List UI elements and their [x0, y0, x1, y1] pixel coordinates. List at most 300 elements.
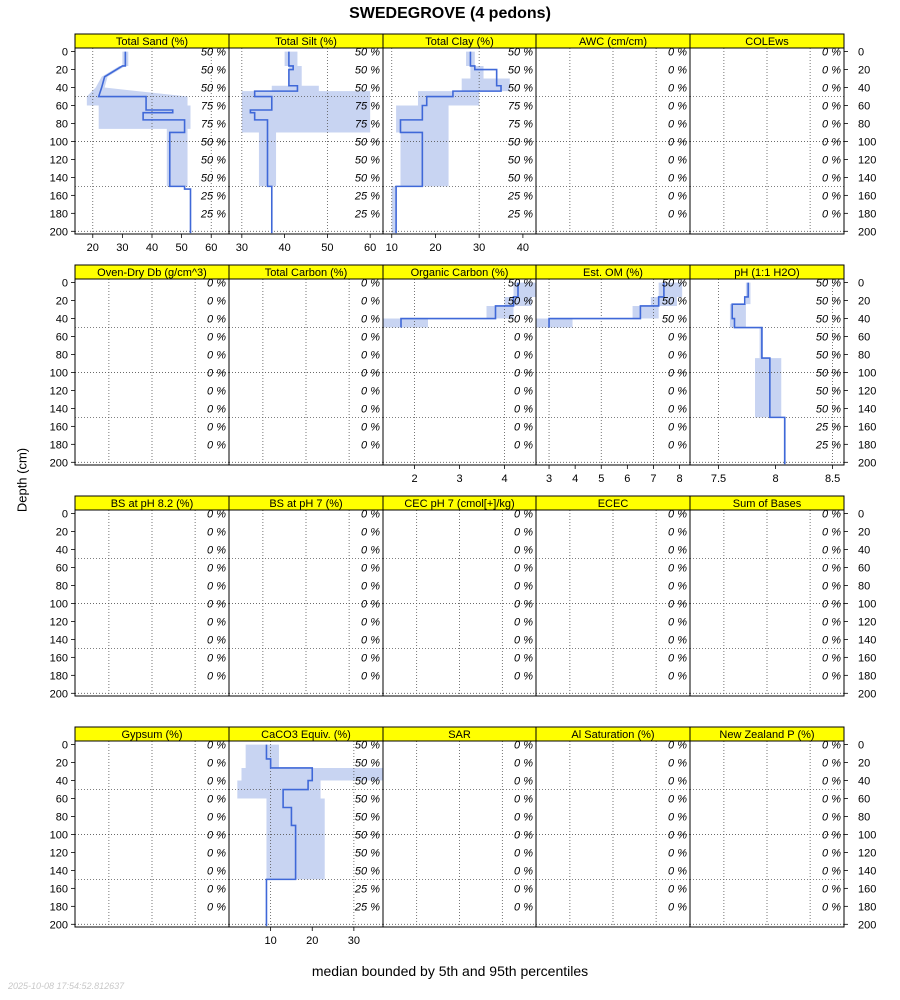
pct-label: 0 %: [668, 526, 687, 539]
y-tick-label: 0: [858, 46, 865, 59]
pct-label: 50 %: [507, 154, 533, 167]
y-tick-label: 100: [858, 367, 877, 380]
pct-label: 50 %: [815, 313, 841, 326]
pct-label: 0 %: [668, 421, 687, 434]
pct-label: 50 %: [507, 172, 533, 185]
y-tick-label: 80: [858, 811, 871, 824]
pct-label: 0 %: [361, 403, 380, 416]
panel-4: [536, 34, 690, 234]
panel-title: AWC (cm/cm): [578, 36, 648, 48]
pct-label: 0 %: [514, 811, 533, 824]
y-tick-label: 160: [858, 652, 877, 665]
pct-label: 50 %: [354, 64, 380, 77]
y-tick-label: 0: [61, 46, 68, 59]
panel-15: [690, 496, 876, 700]
y-tick-label: 180: [858, 208, 877, 221]
pct-label: 0 %: [668, 757, 687, 770]
pct-label: 0 %: [361, 367, 380, 380]
x-tick-label: 8: [676, 473, 683, 485]
y-tick-label: 120: [49, 616, 68, 629]
x-tick-label: 5: [598, 473, 605, 485]
pct-label: 0 %: [207, 349, 226, 362]
pct-label: 0 %: [668, 739, 687, 752]
panel-17: [229, 727, 383, 947]
panel-title: Est. OM (%): [583, 267, 643, 279]
pct-label: 50 %: [507, 277, 533, 290]
panel-7: [229, 265, 383, 465]
pct-label: 0 %: [514, 508, 533, 521]
pct-label: 0 %: [514, 385, 533, 398]
pct-label: 0 %: [361, 385, 380, 398]
pct-label: 0 %: [207, 829, 226, 842]
page-title: SWEDEGROVE (4 pedons): [349, 5, 551, 22]
x-tick-label: 10: [264, 935, 277, 947]
pct-label: 0 %: [514, 580, 533, 593]
panel-title: CaCO3 Equiv. (%): [261, 729, 351, 741]
y-tick-label: 160: [858, 883, 877, 896]
pct-label: 0 %: [514, 562, 533, 575]
pct-label: 50 %: [815, 331, 841, 344]
panel-title: Al Saturation (%): [571, 729, 655, 741]
pct-label: 0 %: [822, 526, 841, 539]
pct-label: 50 %: [507, 295, 533, 308]
pct-label: 50 %: [815, 385, 841, 398]
pct-label: 25 %: [354, 901, 380, 914]
y-tick-label: 40: [858, 544, 871, 557]
panel-12: [229, 496, 383, 696]
y-axis-label-text: Depth (cm): [14, 447, 30, 513]
pct-label: 0 %: [514, 739, 533, 752]
pct-label: 0 %: [822, 757, 841, 770]
pct-label: 0 %: [668, 172, 687, 185]
y-tick-label: 20: [55, 64, 68, 77]
y-tick-label: 180: [858, 670, 877, 683]
panel-title: Total Silt (%): [275, 36, 337, 48]
y-tick-label: 180: [858, 901, 877, 914]
panel-9: [536, 265, 690, 485]
pct-label: 0 %: [207, 847, 226, 860]
pct-label: 25 %: [507, 190, 533, 203]
x-tick-label: 7: [650, 473, 657, 485]
pct-label: 25 %: [200, 190, 226, 203]
y-tick-label: 80: [55, 118, 68, 131]
y-tick-label: 120: [49, 154, 68, 167]
pct-label: 0 %: [822, 544, 841, 557]
pct-label: 0 %: [361, 562, 380, 575]
panel-16: [50, 727, 229, 931]
pct-label: 50 %: [507, 136, 533, 149]
pct-label: 0 %: [514, 367, 533, 380]
pct-label: 50 %: [354, 811, 380, 824]
pct-label: 0 %: [361, 277, 380, 290]
pct-label: 0 %: [514, 439, 533, 452]
y-tick-label: 200: [49, 688, 68, 701]
pct-label: 0 %: [207, 652, 226, 665]
x-tick-label: 30: [473, 242, 486, 254]
pct-label: 0 %: [514, 847, 533, 860]
pct-label: 50 %: [661, 313, 687, 326]
pct-label: 0 %: [822, 865, 841, 878]
x-tick-label: 6: [624, 473, 631, 485]
y-tick-label: 180: [49, 439, 68, 452]
y-tick-label: 160: [49, 421, 68, 434]
y-tick-label: 40: [858, 775, 871, 788]
pct-label: 50 %: [815, 349, 841, 362]
panel-20: [690, 727, 876, 931]
pct-label: 0 %: [822, 580, 841, 593]
pct-label: 25 %: [200, 208, 226, 221]
panel-14: [536, 496, 690, 696]
percentile-band: [730, 283, 786, 465]
pct-label: 0 %: [207, 421, 226, 434]
x-tick-label: 40: [278, 242, 291, 254]
pct-label: 50 %: [354, 829, 380, 842]
pct-label: 0 %: [668, 652, 687, 665]
x-tick-label: 2: [411, 473, 418, 485]
pct-label: 50 %: [507, 46, 533, 59]
panel-title: CEC pH 7 (cmol[+]/kg): [404, 498, 515, 510]
pct-label: 0 %: [822, 634, 841, 647]
pct-label: 0 %: [514, 598, 533, 611]
pct-label: 50 %: [354, 757, 380, 770]
pct-label: 0 %: [361, 331, 380, 344]
pct-label: 0 %: [668, 208, 687, 221]
pct-label: 50 %: [507, 82, 533, 95]
y-tick-label: 160: [858, 421, 877, 434]
panel-5: [690, 34, 876, 238]
pct-label: 0 %: [668, 508, 687, 521]
pct-label: 0 %: [361, 616, 380, 629]
pct-label: 50 %: [661, 277, 687, 290]
pct-label: 0 %: [207, 775, 226, 788]
x-tick-label: 30: [116, 242, 129, 254]
pct-label: 50 %: [354, 172, 380, 185]
pct-label: 0 %: [822, 136, 841, 149]
panel-11: [50, 496, 229, 700]
pct-label: 0 %: [207, 295, 226, 308]
pct-label: 0 %: [668, 544, 687, 557]
pct-label: 0 %: [822, 739, 841, 752]
pct-label: 0 %: [207, 739, 226, 752]
y-tick-label: 140: [858, 865, 877, 878]
pct-label: 0 %: [668, 562, 687, 575]
pct-label: 0 %: [207, 439, 226, 452]
percentile-band: [242, 52, 370, 234]
y-tick-label: 140: [49, 172, 68, 185]
pct-label: 0 %: [207, 277, 226, 290]
pct-label: 0 %: [207, 385, 226, 398]
panel-19: [536, 727, 690, 927]
y-tick-label: 140: [858, 403, 877, 416]
panel-title: BS at pH 7 (%): [269, 498, 343, 510]
y-tick-label: 180: [49, 901, 68, 914]
panel-title: Oven-Dry Db (g/cm^3): [97, 267, 207, 279]
pct-label: 0 %: [514, 901, 533, 914]
pct-label: 50 %: [507, 313, 533, 326]
pct-label: 0 %: [361, 313, 380, 326]
panel-1: [50, 34, 229, 254]
y-tick-label: 200: [49, 226, 68, 239]
timestamp: 2025-10-08 17:54:52.812637: [8, 981, 125, 991]
pct-label: 50 %: [815, 403, 841, 416]
x-tick-label: 40: [516, 242, 530, 254]
pct-label: 0 %: [514, 883, 533, 896]
y-tick-label: 100: [49, 136, 68, 149]
pct-label: 50 %: [200, 136, 226, 149]
y-tick-label: 20: [858, 526, 871, 539]
y-tick-label: 140: [49, 865, 68, 878]
pct-label: 0 %: [822, 82, 841, 95]
pct-label: 0 %: [207, 598, 226, 611]
y-tick-label: 180: [49, 208, 68, 221]
pct-label: 0 %: [361, 580, 380, 593]
pct-label: 0 %: [822, 100, 841, 113]
pct-label: 50 %: [200, 64, 226, 77]
pct-label: 0 %: [668, 100, 687, 113]
panel-title: ECEC: [597, 498, 629, 510]
y-tick-label: 100: [858, 829, 877, 842]
caption: median bounded by 5th and 95th percentiles: [311, 963, 589, 979]
panel-title: Sum of Bases: [732, 498, 802, 510]
x-tick-label: 50: [321, 242, 334, 254]
y-tick-label: 100: [49, 598, 68, 611]
y-tick-label: 120: [858, 385, 877, 398]
y-tick-label: 40: [55, 82, 68, 95]
pct-label: 0 %: [361, 670, 380, 683]
pct-label: 0 %: [361, 439, 380, 452]
percentile-band: [536, 283, 682, 328]
y-tick-label: 80: [55, 349, 68, 362]
y-tick-label: 40: [55, 775, 68, 788]
y-tick-label: 0: [61, 277, 68, 290]
pct-label: 50 %: [200, 154, 226, 167]
y-tick-label: 60: [55, 331, 68, 344]
pct-label: 0 %: [207, 580, 226, 593]
pct-label: 0 %: [668, 190, 687, 203]
x-tick-label: 30: [347, 935, 360, 947]
pct-label: 0 %: [822, 64, 841, 77]
y-tick-label: 0: [61, 739, 68, 752]
pct-label: 0 %: [207, 526, 226, 539]
pct-label: 0 %: [207, 508, 226, 521]
percentile-band: [87, 52, 191, 234]
pct-label: 25 %: [354, 190, 380, 203]
y-tick-label: 120: [49, 847, 68, 860]
y-tick-label: 140: [49, 403, 68, 416]
x-tick-label: 30: [235, 242, 248, 254]
pct-label: 0 %: [668, 154, 687, 167]
pct-label: 0 %: [207, 367, 226, 380]
pct-label: 0 %: [514, 652, 533, 665]
y-tick-label: 80: [858, 349, 871, 362]
pct-label: 0 %: [361, 526, 380, 539]
pct-label: 0 %: [361, 652, 380, 665]
pct-label: 0 %: [668, 439, 687, 452]
pct-label: 50 %: [815, 277, 841, 290]
x-tick-label: 3: [456, 473, 463, 485]
x-tick-label: 4: [501, 473, 508, 485]
x-tick-label: 40: [145, 242, 159, 254]
x-tick-label: 4: [572, 473, 579, 485]
y-tick-label: 100: [49, 829, 68, 842]
pct-label: 0 %: [668, 349, 687, 362]
pct-label: 0 %: [822, 172, 841, 185]
pct-label: 0 %: [668, 865, 687, 878]
y-tick-label: 60: [858, 793, 871, 806]
y-tick-label: 80: [858, 580, 871, 593]
y-tick-label: 80: [55, 811, 68, 824]
panel-title: Total Sand (%): [115, 36, 189, 48]
pct-label: 50 %: [354, 865, 380, 878]
y-tick-label: 20: [55, 295, 68, 308]
y-tick-label: 40: [858, 313, 871, 326]
y-tick-label: 140: [858, 634, 877, 647]
pct-label: 0 %: [207, 403, 226, 416]
pct-label: 0 %: [207, 793, 226, 806]
x-tick-label: 20: [86, 242, 99, 254]
y-tick-label: 200: [858, 688, 877, 701]
y-tick-label: 200: [49, 919, 68, 932]
pct-label: 0 %: [668, 634, 687, 647]
pct-label: 0 %: [668, 901, 687, 914]
pct-label: 50 %: [815, 295, 841, 308]
pct-label: 75 %: [200, 118, 226, 131]
pct-label: 0 %: [822, 508, 841, 521]
pct-label: 0 %: [822, 208, 841, 221]
pct-label: 75 %: [354, 100, 380, 113]
x-tick-label: 20: [429, 242, 442, 254]
pct-label: 25 %: [815, 421, 841, 434]
y-tick-label: 40: [55, 544, 68, 557]
pct-label: 0 %: [668, 580, 687, 593]
pct-label: 0 %: [822, 616, 841, 629]
y-tick-label: 20: [858, 295, 871, 308]
panel-8: [383, 265, 536, 485]
pct-label: 0 %: [207, 901, 226, 914]
pct-label: 0 %: [668, 118, 687, 131]
y-tick-label: 160: [858, 190, 877, 203]
pct-label: 0 %: [514, 829, 533, 842]
y-tick-label: 200: [858, 226, 877, 239]
pct-label: 0 %: [207, 757, 226, 770]
pct-label: 25 %: [354, 208, 380, 221]
x-tick-label: 7.5: [710, 473, 727, 485]
y-tick-label: 20: [858, 64, 871, 77]
y-tick-label: 200: [49, 457, 68, 470]
panel-title: BS at pH 8.2 (%): [110, 498, 194, 510]
pct-label: 0 %: [514, 349, 533, 362]
y-tick-label: 160: [49, 652, 68, 665]
x-tick-label: 8: [772, 473, 779, 485]
pct-label: 0 %: [207, 883, 226, 896]
panel-title: COLEws: [745, 36, 789, 48]
pct-label: 0 %: [668, 670, 687, 683]
pct-label: 0 %: [822, 901, 841, 914]
y-tick-label: 60: [858, 100, 871, 113]
pct-label: 0 %: [822, 154, 841, 167]
pct-label: 0 %: [514, 775, 533, 788]
pct-label: 0 %: [668, 616, 687, 629]
pct-label: 0 %: [668, 367, 687, 380]
pct-label: 0 %: [514, 757, 533, 770]
y-tick-label: 180: [49, 670, 68, 683]
y-tick-label: 20: [858, 757, 871, 770]
y-tick-label: 140: [49, 634, 68, 647]
pct-label: 0 %: [822, 883, 841, 896]
y-tick-label: 160: [49, 190, 68, 203]
pct-label: 0 %: [361, 598, 380, 611]
pct-label: 75 %: [507, 100, 533, 113]
pct-label: 50 %: [661, 295, 687, 308]
x-tick-label: 50: [175, 242, 188, 254]
pct-label: 0 %: [361, 634, 380, 647]
panel-title: Gypsum (%): [121, 729, 183, 741]
pct-label: 0 %: [207, 544, 226, 557]
pct-label: 25 %: [815, 439, 841, 452]
y-tick-label: 120: [858, 616, 877, 629]
pct-label: 0 %: [668, 136, 687, 149]
panel-title: Total Carbon (%): [264, 267, 348, 279]
pct-label: 50 %: [815, 367, 841, 380]
y-tick-label: 40: [858, 82, 871, 95]
pct-label: 50 %: [200, 172, 226, 185]
pct-label: 0 %: [207, 331, 226, 344]
y-tick-label: 140: [858, 172, 877, 185]
pct-label: 50 %: [354, 793, 380, 806]
y-tick-label: 120: [858, 154, 877, 167]
pct-label: 0 %: [822, 190, 841, 203]
pct-label: 0 %: [361, 295, 380, 308]
pct-label: 50 %: [507, 64, 533, 77]
pct-label: 0 %: [514, 634, 533, 647]
pct-label: 0 %: [361, 508, 380, 521]
pct-label: 0 %: [668, 64, 687, 77]
pct-label: 0 %: [207, 811, 226, 824]
pct-label: 0 %: [822, 118, 841, 131]
panel-13: [383, 496, 536, 696]
y-tick-label: 60: [55, 100, 68, 113]
y-tick-label: 60: [55, 562, 68, 575]
y-tick-label: 120: [858, 847, 877, 860]
pct-label: 0 %: [207, 313, 226, 326]
pct-label: 0 %: [668, 793, 687, 806]
pct-label: 0 %: [514, 616, 533, 629]
pct-label: 0 %: [514, 793, 533, 806]
pct-label: 50 %: [354, 775, 380, 788]
y-tick-label: 100: [858, 136, 877, 149]
percentile-band: [392, 52, 510, 234]
y-tick-label: 40: [55, 313, 68, 326]
y-tick-label: 60: [55, 793, 68, 806]
pct-label: 50 %: [354, 847, 380, 860]
pct-label: 50 %: [200, 82, 226, 95]
pct-label: 0 %: [514, 544, 533, 557]
y-tick-label: 160: [49, 883, 68, 896]
pct-label: 0 %: [668, 598, 687, 611]
pct-label: 0 %: [668, 811, 687, 824]
y-tick-label: 200: [858, 457, 877, 470]
pct-label: 0 %: [361, 544, 380, 557]
pct-label: 0 %: [822, 847, 841, 860]
pct-label: 0 %: [822, 775, 841, 788]
y-tick-label: 60: [858, 562, 871, 575]
pct-label: 0 %: [514, 421, 533, 434]
y-tick-label: 0: [858, 277, 865, 290]
pct-label: 0 %: [822, 670, 841, 683]
x-tick-label: 60: [205, 242, 218, 254]
panel-2: [229, 34, 383, 254]
panel-title: Organic Carbon (%): [410, 267, 509, 279]
